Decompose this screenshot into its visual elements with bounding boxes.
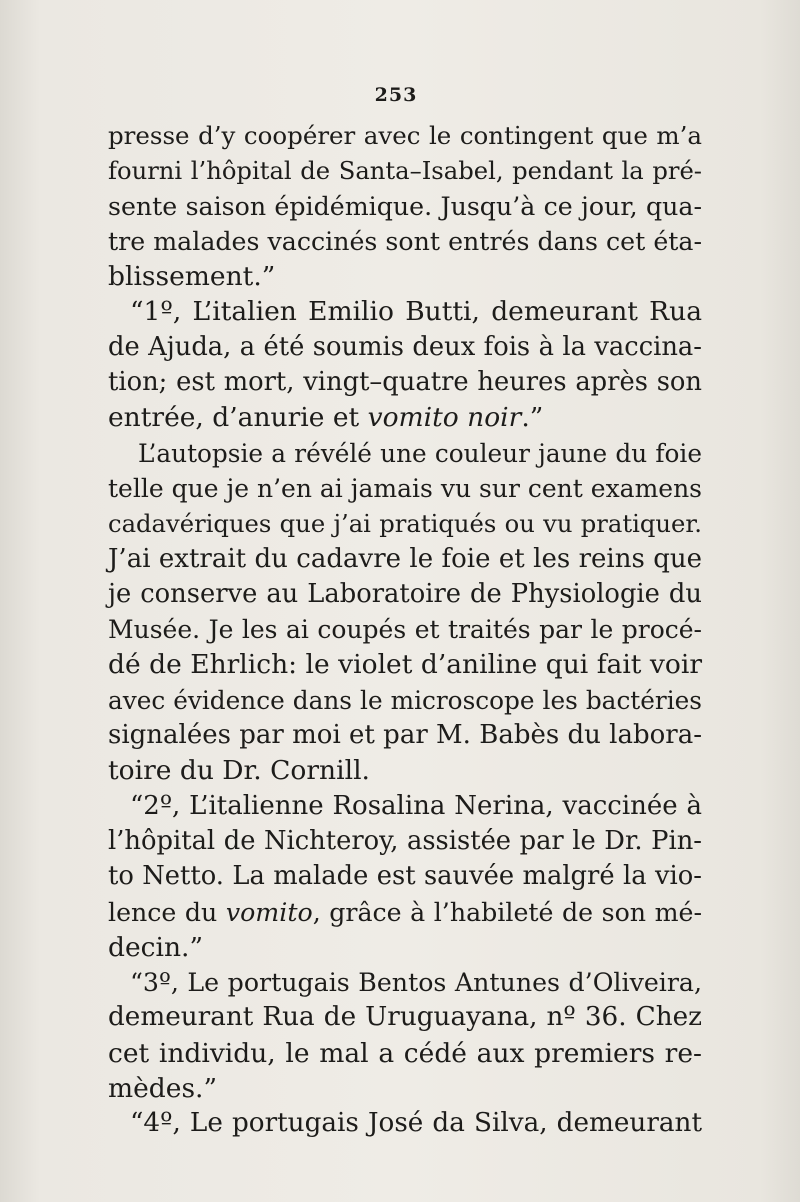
text-segment: l’hôpital de Nichteroy, assistée par le Dr. Pin- [108,825,702,856]
text-line [108,789,702,824]
text-segment: “1º, L’italien Emilio Butti, demeurant Rua [130,296,702,328]
text-line [108,153,702,188]
text-line [108,365,702,400]
text-segment: “3º, Le portugais Bentos Antunes d’Oliveira, [130,968,702,998]
text-segment: je conserve au Laboratoire de Physiologie du [108,578,702,609]
text-line [108,471,702,506]
text-line [108,647,702,682]
text-segment: telle que je n’en ai jamais vu sur cent examens [108,473,702,503]
text-line [108,718,702,753]
text-segment: avec évidence dans le microscope les bactéries [108,685,702,715]
text-line [108,436,702,471]
text-segment: mèdes.” [108,1073,218,1105]
text-line [108,224,702,259]
text-segment: sente saison épidémique. Jusqu’à ce jour, qua- [108,191,702,221]
text-line [108,824,702,859]
text-line [108,118,702,153]
italic-term: vomito [225,897,313,927]
text-segment: fourni l’hôpital de Santa–Isabel, pendant la pré- [108,156,702,186]
text-line [108,612,702,647]
page-number: 253 [374,84,418,106]
text-segment: cet individu, le mal a cédé aux premiers re- [108,1037,702,1069]
text-line [108,965,702,1000]
text-line [108,1106,702,1141]
text-segment: “2º, L’italienne Rosalina Nerina, vaccinée à [130,790,702,821]
text-segment: .” [521,402,544,434]
text-line [108,1036,702,1071]
text-line [108,294,702,329]
text-line [108,859,702,894]
text-segment: J’ai extrait du cadavre le foie et les reins que [108,543,702,574]
text-segment: de Ajuda, a été soumis deux fois à la vaccina- [108,331,702,362]
text-segment: L’autopsie a révélé une couleur jaune du foie [138,438,702,468]
text-segment: dé de Ehrlich: le violet d’aniline qui fait voir [108,649,702,681]
text-segment: decin.” [108,931,204,963]
text-segment: cadavériques que j’ai pratiqués ou vu pratiquer. [108,509,702,539]
text-segment: toire du Dr. Cornill. [108,755,370,787]
text-segment: entrée, d’anurie et [108,402,368,434]
text-segment: Musée. Je les ai coupés et traités par le procé- [108,615,702,645]
text-segment: , grâce à l’habileté de son mé- [312,897,702,927]
text-line [108,259,702,294]
text-segment: “4º, Le portugais José da Silva, demeurant [130,1108,702,1139]
text-line [108,683,702,718]
text-segment: presse d’y coopérer avec le contingent que m’a [108,121,702,150]
text-segment: tre malades vaccinés sont entrés dans cet éta- [108,226,702,256]
text-line [108,330,702,365]
text-segment: signalées par moi et par M. Babès du labora- [108,720,702,751]
text-line [108,930,702,965]
text-line [108,1000,702,1035]
body-text [108,118,702,1142]
text-line [108,189,702,224]
italic-term: vomito noir [367,402,522,434]
text-segment: lence du [108,897,226,927]
text-line [108,753,702,788]
text-line [108,506,702,541]
text-segment: demeurant Rua de Uruguayana, nº 36. Chez [108,1002,702,1033]
text-line [108,577,702,612]
text-line [108,400,702,435]
text-segment: blissement.” [108,261,276,293]
text-line [108,542,702,577]
text-segment: tion; est mort, vingt–quatre heures après son [108,367,702,398]
text-line [108,1071,702,1106]
text-line [108,895,702,930]
text-segment: to Netto. La malade est sauvée malgré la vio- [108,861,702,892]
